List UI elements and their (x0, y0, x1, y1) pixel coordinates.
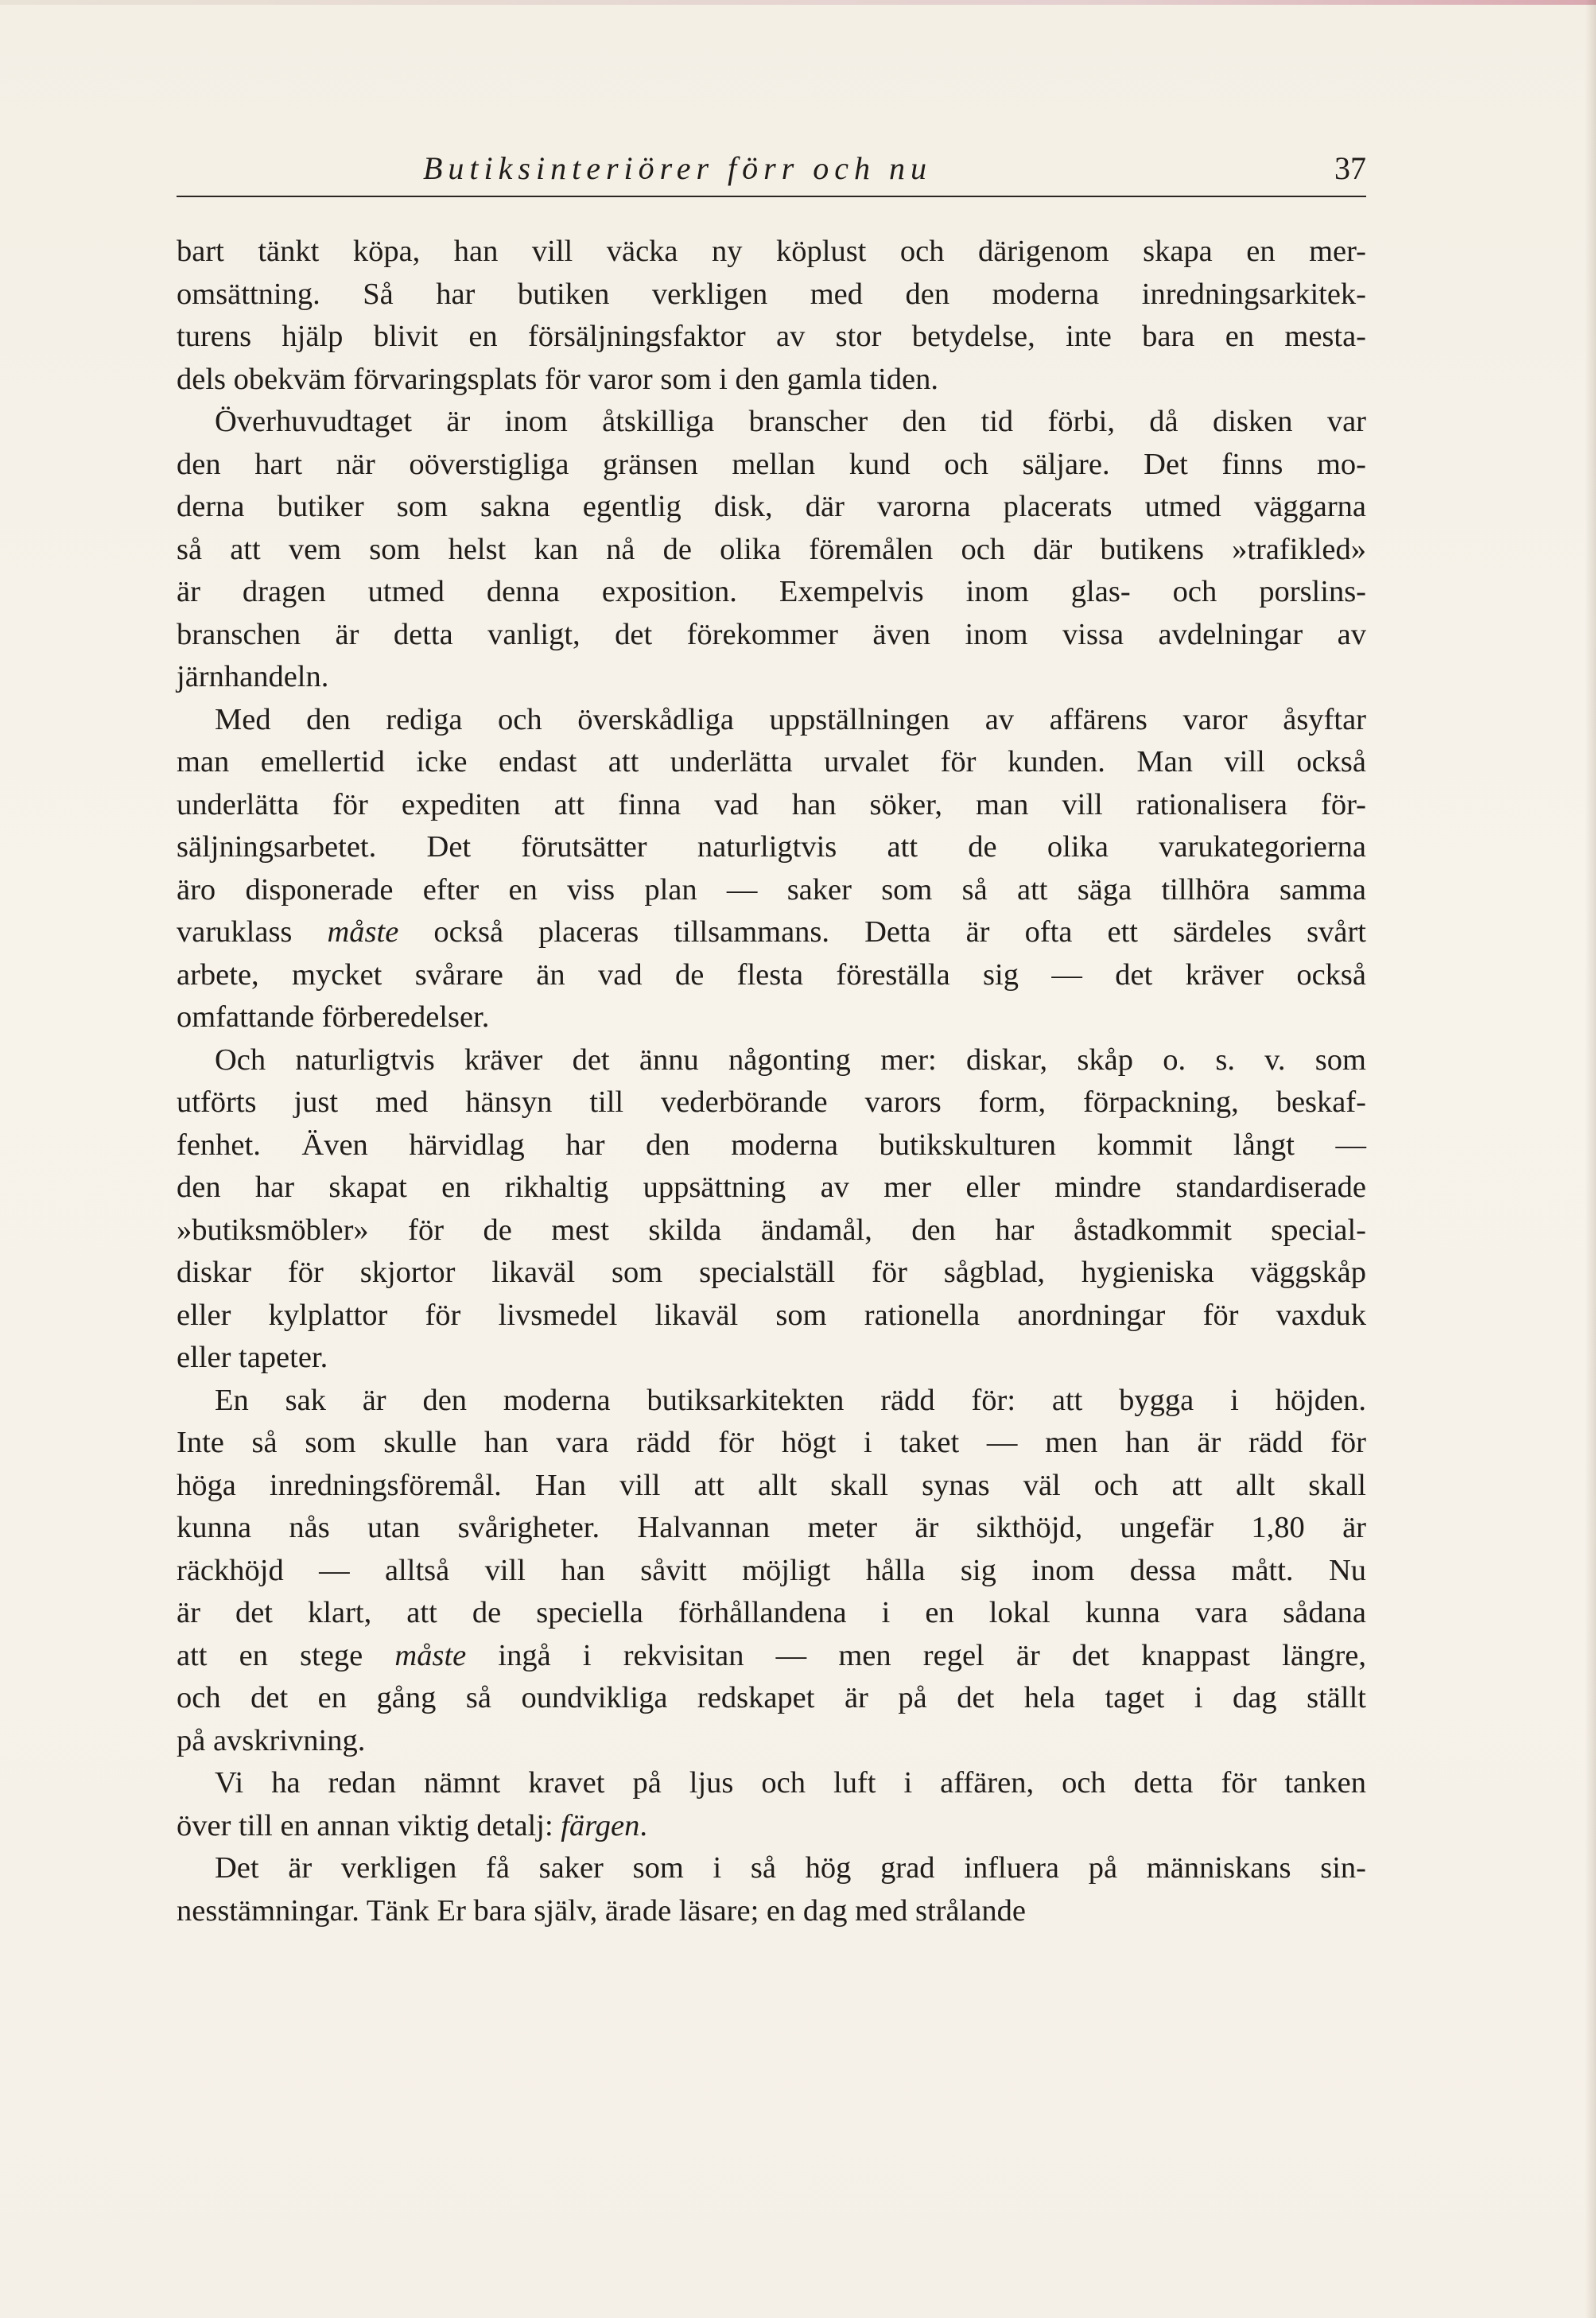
text-line: dels obekväm förvaringsplats för varor som i den gamla tiden. (177, 362, 938, 396)
text-line: eller kylplattor för livsmedel likaväl som rationella anordningar för vaxduk (177, 1298, 1366, 1332)
paragraph (177, 231, 1366, 401)
text-line: utförts just med hänsyn till vederbörande varors form, förpackning, beskaf- (177, 1085, 1366, 1119)
text-line: är dragen utmed denna exposition. Exempelvis inom glas- och porslins- (177, 575, 1366, 608)
text-line: höga inredningsföremål. Han vill att allt skall synas väl och att allt skall (177, 1468, 1366, 1502)
text-line: Och naturligtvis kräver det ännu någonting mer: diskar, skåp o. s. v. som (215, 1043, 1366, 1077)
text-line: bart tänkt köpa, han vill väcka ny köplust och därigenom skapa en mer- (177, 235, 1366, 268)
text-line: »butiksmöbler» för de mest skilda ändamål, den har åstadkommit special- (177, 1213, 1366, 1247)
text-line: fenhet. Även härvidlag har den moderna butikskulturen kommit långt — (177, 1128, 1366, 1162)
text-line: turens hjälp blivit en försäljningsfaktor av stor betydelse, inte bara en mesta- (177, 320, 1366, 353)
body-text (177, 231, 1366, 1932)
paragraph (177, 401, 1366, 699)
text-line: En sak är den moderna butiksarkitekten rädd för: att bygga i höjden. (215, 1383, 1366, 1417)
text-line: på avskrivning. (177, 1723, 366, 1757)
text-line: järnhandeln. (177, 660, 329, 693)
text-line: och det en gång så oundvikliga redskapet är på det hela taget i dag ställt (177, 1681, 1366, 1714)
paragraph (177, 699, 1366, 1039)
text-line: Vi ha redan nämnt kravet på ljus och luft i affären, och detta för tanken (215, 1766, 1366, 1800)
text-line: nesstämningar. Tänk Er bara själv, ärade läsare; en dag med strålande (177, 1893, 1026, 1928)
text-line: kunna nås utan svårigheter. Halvannan meter är sikthöjd, ungefär 1,80 är (177, 1511, 1366, 1544)
text-line: så att vem som helst kan nå de olika föremålen och där butikens »trafikled» (177, 532, 1366, 566)
page-top-edge (0, 0, 1596, 5)
paragraph (177, 1380, 1366, 1763)
text-line: Det är verkligen få saker som i så hög grad influera på människans sin- (215, 1851, 1366, 1885)
text-line: varuklass måste också placeras tillsammans. Detta är ofta ett särdeles svårt (177, 915, 1366, 949)
text-line: äro disponerade efter en viss plan — saker som så att säga tillhöra samma (177, 872, 1366, 907)
text-line: Inte så som skulle han vara rädd för högt i taket — men han är rädd för (177, 1426, 1366, 1459)
text-line: den hart när oöverstigliga gränsen mellan kund och säljare. Det finns mo- (177, 447, 1366, 481)
running-title: Butiksinteriörer förr och nu (423, 150, 933, 186)
text-line: Överhuvudtaget är inom åtskilliga branscher den tid förbi, då disken var (215, 405, 1366, 438)
text-line: att en stege måste ingå i rekvisitan — men regel är det knappast längre, (177, 1638, 1366, 1672)
page-number: 37 (1334, 150, 1366, 186)
text-line: underlätta för expediten att finna vad han söker, man vill rationalisera för- (177, 787, 1366, 821)
header-rule (177, 196, 1366, 197)
paragraph (177, 1847, 1366, 1932)
page-right-edge (1585, 0, 1596, 2318)
text-line: omsättning. Så har butiken verkligen med den moderna inredningsarkitek- (177, 277, 1366, 311)
paragraph (177, 1039, 1366, 1380)
text-line: diskar för skjortor likaväl som specialställ för sågblad, hygieniska väggskåp (177, 1256, 1366, 1289)
text-line: omfattande förberedelser. (177, 1000, 490, 1034)
text-line: branschen är detta vanligt, det förekommer även inom vissa avdelningar av (177, 617, 1366, 651)
text-line: man emellertid icke endast att underlätta urvalet för kunden. Man vill också (177, 745, 1366, 778)
text-line: är det klart, att de speciella förhållandena i en lokal kunna vara sådana (177, 1596, 1366, 1629)
text-line: derna butiker som sakna egentlig disk, där varorna placerats utmed väggarna (177, 490, 1366, 523)
text-line: över till en annan viktig detalj: färgen. (177, 1808, 647, 1842)
page-header (177, 149, 1366, 194)
text-line: arbete, mycket svårare än vad de flesta föreställa sig — det kräver också (177, 957, 1366, 992)
text-line: räckhöjd — alltså vill han såvitt möjligt hålla sig inom dessa mått. Nu (177, 1553, 1366, 1587)
text-line: säljningsarbetet. Det förutsätter naturligtvis att de olika varukategorierna (177, 830, 1366, 864)
text-line: eller tapeter. (177, 1341, 328, 1374)
text-line: Med den rediga och överskådliga uppställningen av affärens varor åsyftar (215, 702, 1366, 736)
text-line: den har skapat en rikhaltig uppsättning av mer eller mindre standardiserade (177, 1171, 1366, 1204)
paragraph (177, 1762, 1366, 1847)
